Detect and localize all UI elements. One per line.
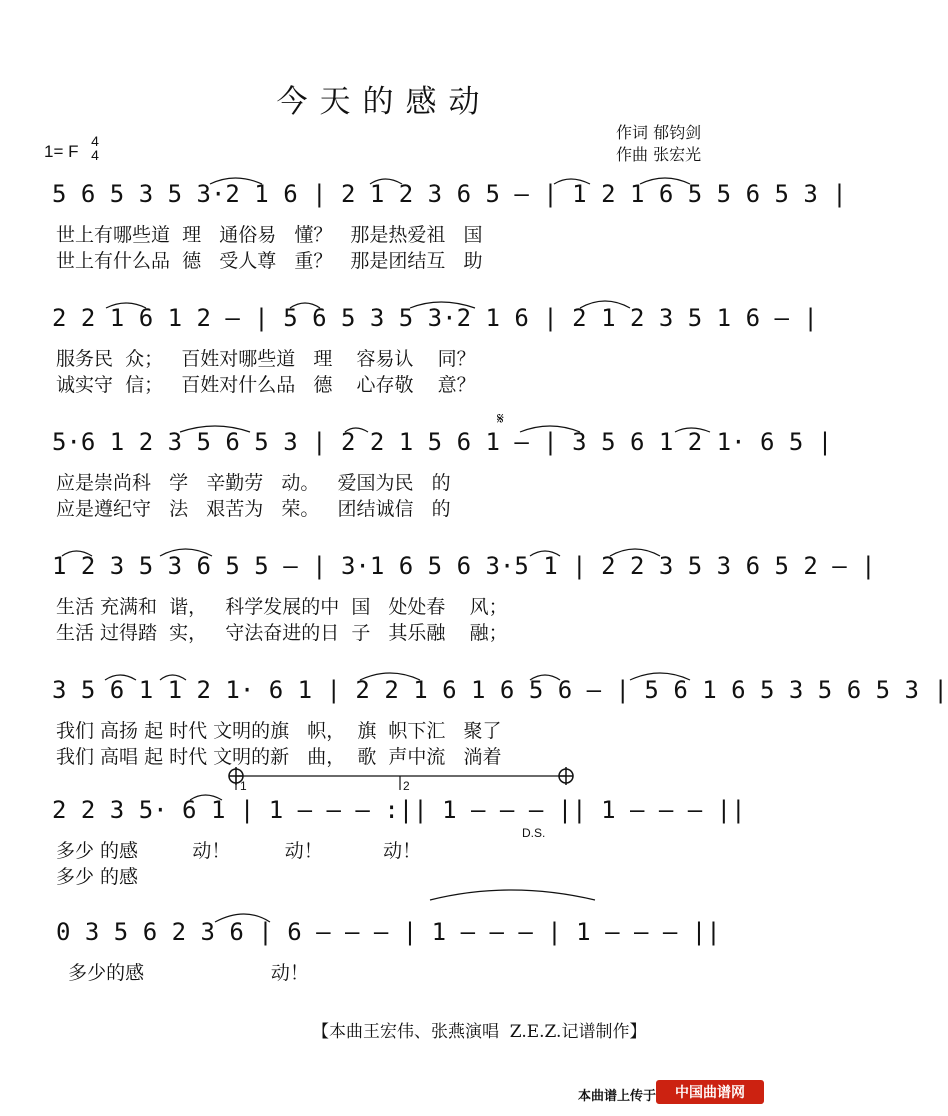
- slur: [530, 551, 560, 556]
- slur: [610, 549, 660, 556]
- lyric-row-1-verse-1: 世上有哪些道 理 通俗易 懂？ 那是热爱祖 国: [56, 224, 483, 246]
- slur: [640, 178, 690, 184]
- lyric-row-3-verse-1: 应是崇尚科 学 辛勤劳 动。 爱国为民 的: [56, 472, 451, 494]
- slur: [210, 178, 262, 184]
- slur: [290, 303, 320, 308]
- slur: [520, 426, 580, 432]
- site-logo[interactable]: 中国曲谱网: [656, 1080, 764, 1104]
- ds-mark: D.S.: [522, 826, 546, 840]
- lyric-row-6-verse-2: 多少 的感: [56, 866, 139, 888]
- slur: [530, 675, 560, 680]
- slur: [105, 675, 136, 680]
- footer-note: 【本曲王宏伟、张燕演唱 Z.E.Z.记谱制作】: [312, 1022, 647, 1042]
- volta-2-label: 2: [403, 779, 410, 793]
- slur: [180, 426, 250, 432]
- key-signature: 1= F: [44, 142, 79, 161]
- score-row-4: 1 2 3 5 3 6 5 5 – | 3·1 6 5 6 3·5 1 | 2 2 3 5 3 6 5 2 – |: [52, 552, 876, 580]
- score-row-2: 2 2 1 6 1 2 – | 5 6 5 3 5 3·2 1 6 | 2 1 2 3 5 1 6 – |: [52, 304, 818, 332]
- slur: [675, 428, 710, 432]
- composer: 作曲 张宏光: [616, 145, 702, 164]
- slur: [345, 428, 368, 432]
- lyric-row-4-verse-1: 生活 充满和 谐， 科学发展的中 国 处处春 风；: [56, 596, 508, 618]
- volta-1-label: 1: [240, 779, 247, 793]
- score-row-5: 3 5 6 1 1 2 1· 6 1 | 2 2 1 6 1 6 5 6 – | 5 6 1 6 5 3 5 6 5 3 |: [52, 676, 948, 704]
- time-top: 4: [91, 133, 99, 149]
- lyric-row-2-verse-1: 服务民 众； 百姓对哪些道 理 容易认 同？: [56, 348, 476, 370]
- slur: [190, 795, 222, 800]
- lyric-row-4-verse-2: 生活 过得踏 实， 守法奋进的日 子 其乐融 融；: [56, 622, 508, 644]
- lyric-row-5-verse-1: 我们 高扬 起 时代 文明的旗 帜， 旗 帜下汇 聚了: [56, 720, 502, 742]
- slur: [630, 673, 690, 680]
- score-row-6: 2 2 3 5· 6 1 | 1 – – – :|| 1 – – – || 1 – – – ||: [52, 796, 746, 824]
- page-title: 今天的感动: [276, 84, 492, 120]
- lyric-row-3-verse-2: 应是遵纪守 法 艰苦为 荣。 团结诚信 的: [56, 498, 451, 520]
- lyric-row-5-verse-2: 我们 高唱 起 时代 文明的新 曲， 歌 声中流 淌着: [56, 746, 502, 768]
- slur: [370, 179, 402, 184]
- slur: [430, 890, 595, 900]
- slur: [62, 551, 92, 556]
- lyric-row-1-verse-2: 世上有什么品 德 受人尊 重？ 那是团结互 助: [56, 250, 483, 272]
- slur: [160, 675, 186, 680]
- score-row-3: 5·6 1 2 3 5 6 5 3 | 2 2 1 5 6 1 – | 3 5 6 1 2 1· 6 5 |: [52, 428, 833, 456]
- lyric-row-2-verse-2: 诚实守 信； 百姓对什么品 德 心存敬 意？: [56, 374, 476, 396]
- slur: [580, 301, 630, 308]
- slur: [160, 549, 212, 556]
- slur: [215, 914, 270, 922]
- lyric-row-7-verse-1: 多少的感 动！: [56, 962, 309, 984]
- slur: [554, 179, 590, 184]
- slur: [410, 302, 475, 308]
- lyric-row-6-verse-1: 多少 的感 动！ 动！ 动！: [56, 840, 422, 862]
- time-bottom: 4: [91, 147, 99, 163]
- slur: [106, 303, 146, 308]
- score-row-1: 5 6 5 3 5 3·2 1 6 | 2 1 2 3 6 5 – | 1 2 1 6 5 5 6 5 3 |: [52, 180, 847, 208]
- slur: [360, 673, 420, 680]
- segno-icon: 𝄋: [497, 409, 504, 428]
- score-row-7: 0 3 5 6 2 3 6 | 6 – – – | 1 – – – | 1 – – – ||: [56, 918, 721, 946]
- lyricist: 作词 郁钧剑: [616, 123, 702, 142]
- upload-label: 本曲谱上传于: [578, 1088, 657, 1103]
